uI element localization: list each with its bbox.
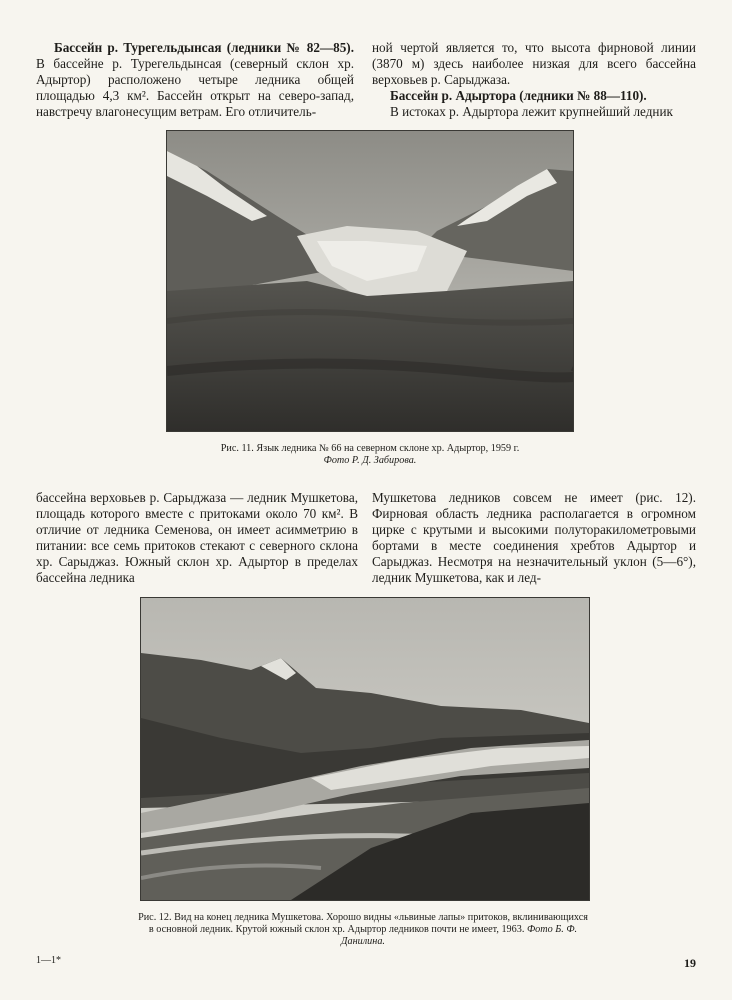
mushketov-glacier-photo (140, 597, 590, 901)
caption-text: Рис. 11. Язык ледника № 66 на северном склоне хр. Адыртор, 1959 г. (220, 443, 520, 454)
paragraph-continuation: ной чертой является то, что высота фирновой линии (3870 м) здесь наиболее низкая для всего бассейна верховьев р. Сарыджаза. (372, 40, 696, 87)
caption-text: Рис. 12. Вид на конец ледника Мушкетова. Хорошо видны «львиные лапы» притоков, вклинивающихся в основной ледник. Крутой южный склон хр. Адыртор ледников почти не имеет, 1963. (138, 912, 588, 935)
glacier-end-illustration (141, 598, 589, 900)
section-heading-adyrtor: Бассейн р. Адыртора (ледники № 88—110). (390, 88, 647, 103)
photo-credit: Фото Б. Ф. Данилина. (341, 924, 578, 947)
paragraph-turegeldynsai (36, 40, 354, 120)
text-column-top-right (372, 40, 696, 120)
glacier-photo-66 (166, 130, 574, 432)
figure-caption-12 (138, 912, 588, 948)
glacier-tongue-illustration (167, 131, 573, 431)
page-number: 19 (684, 956, 696, 970)
text-column-mid-right (372, 490, 696, 586)
section-heading-turegeldynsai: Бассейн р. Турегельдынсая (ледники № 82—85). (54, 40, 354, 55)
paragraph-text: В истоках р. Адыртора лежит крупнейший ледник (390, 104, 673, 119)
figure-caption-11 (160, 443, 580, 467)
text-column-top-left (36, 40, 354, 120)
paragraph-mushketov-left: бассейна верховьев р. Сарыджаза — ледник Мушкетова, площадь которого вместе с притоками около 70 км². В отличие от ледника Семенова, он имеет асимметрию в питании: все семь притоков стекают с северного склона хр. Сарыджаз. Южный склон хр. Адыртор в пределах бассейна ледника (36, 490, 358, 585)
paragraph-mushketov-right: Мушкетова ледников совсем не имеет (рис. 12). Фирновая область ледника располагается в огромном цирке с крутыми и высокими полуторакилометровыми бортами в месте соединения хребтов Адыртор и Сарыджаз. Несмотря на незначительный уклон (5—6°), ледник Мушкетова, как и лед- (372, 490, 696, 585)
printer-signature: 1—1* (36, 955, 61, 966)
paragraph-text: В бассейне р. Турегельдынсая (северный склон хр. Адыртор) расположено четыре ледника общей площадью 4,3 км². Бассейн открыт на северо-запад, навстречу влагонесущим ветрам. Его отличитель- (36, 56, 354, 119)
paragraph-adyrtor (372, 88, 696, 104)
text-column-mid-left (36, 490, 358, 586)
photo-credit: Фото Р. Д. Забирова. (323, 455, 417, 466)
